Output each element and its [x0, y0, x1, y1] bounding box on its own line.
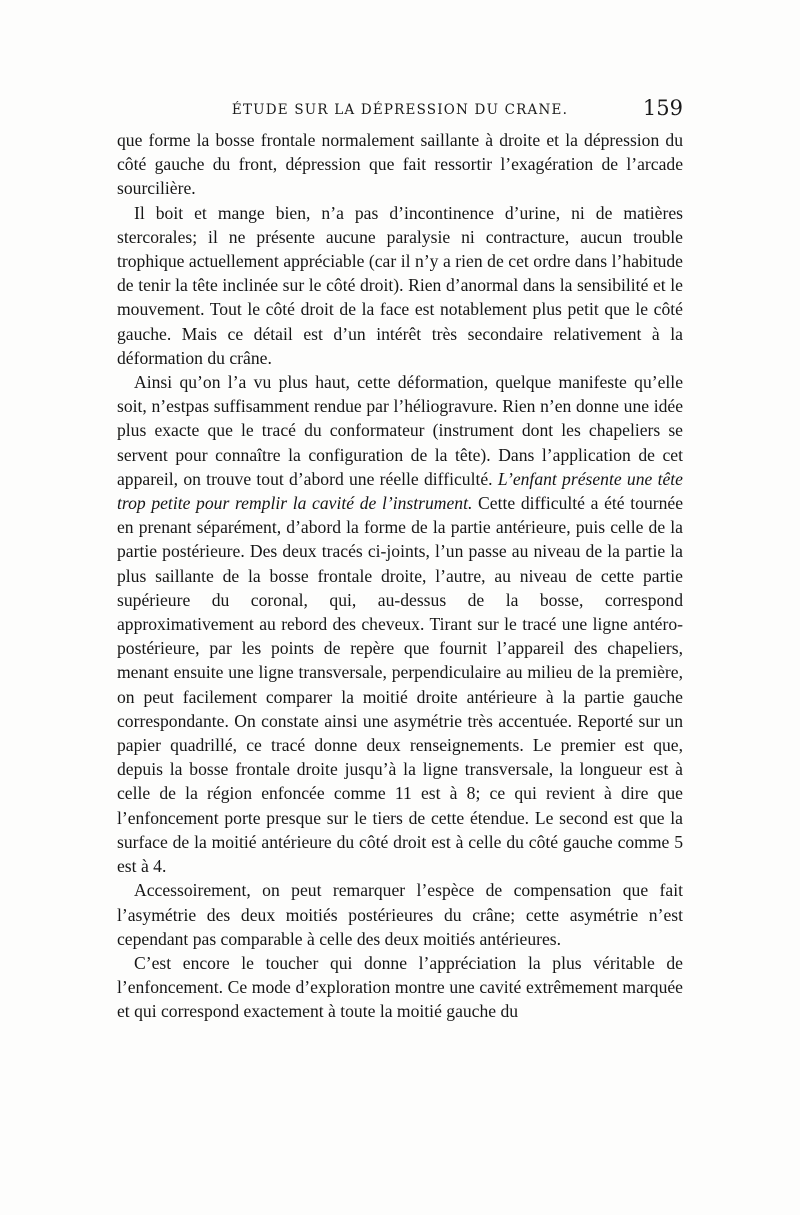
- paragraph-text: Cette difficulté a été tournée en prenant séparément, d’abord la forme de la partie antérieure, puis celle de la partie postérieure. Des deux tracés ci-joints, l’un passe au niveau de la partie la plus saillante de la bosse frontale droite, l’autre, au niveau de cette partie supérieure du coronal, qui, au-dessus de la bosse, correspond approximativement au rebord des cheveux. Tirant sur le tracé une ligne antéro-postérieure, par les points de repère que fournit l’appareil des chapeliers, menant ensuite une ligne transversale, perpendiculaire au milieu de la première, on peut facilement comparer la moitié droite antérieure à la partie gauche correspondante. On constate ainsi une asymétrie très accentuée. Reporté sur un papier quadrillé, ce tracé donne deux renseignements. Le premier est que, depuis la bosse frontale droite jusqu’à la ligne transversale, la longueur est à celle de la région enfoncée comme 11 est à 8; ce qui revient à dire que l’enfoncement porte presque sur le tiers de cette étendue. Le second est que la surface de la moitié antérieure du côté droit est à celle du côté gauche comme 5 est à 4.: [117, 493, 684, 877]
- paragraph-toucher: C’est encore le toucher qui donne l’appréciation la plus véritable de l’enfoncement. Ce mode d’exploration montre une cavité extrêmement marquée et qui correspond exactement à toute la moitié gauche du: [117, 952, 683, 1022]
- italic-quote: L’enfant présente une tête trop petite pour remplir la cavité de l’instrument.: [117, 468, 683, 514]
- paragraph-conformateur: [117, 370, 683, 878]
- paragraph-text: Ainsi qu’on l’a vu plus haut, cette déformation, quelque manifeste qu’elle soit, n’estpas suffisamment rendue par l’héliogravure. Rien n’en donne une idée plus exacte que le tracé du conformateur (instrument dont les chapeliers se servent pour connaître la configuration de la tête). Dans l’application de cet appareil, on trouve tout d’abord une réelle difficulté.: [117, 372, 683, 489]
- running-title: ÉTUDE SUR LA DÉPRESSION DU CRANE.: [231, 102, 569, 118]
- paragraph-continued: que forme la bosse frontale normalement saillante à droite et la dépression du côté gauche du front, dépression que fait ressortir l’exagération de l’arcade sourcilière.: [117, 130, 683, 199]
- paragraph-symptoms: Il boit et mange bien, n’a pas d’incontinence d’urine, ni de matières stercorales; il ne présente aucune paralysie ni contracture, aucun trouble trophique actuellement appréciable (car il n’y a rien de cet ordre dans l’habitude de tenir la tête inclinée sur le côté droit). Rien d’anormal dans la sensibilité et le mouvement. Tout le côté droit de la face est notablement plus petit que le côté gauche. Mais ce détail est d’un intérêt très secondaire relativement à la déformation du crâne.: [117, 202, 683, 368]
- paragraph-compensation: Accessoirement, on peut remarquer l’espèce de compensation que fait l’asymétrie des deux moitiés postérieures du crâne; cette asymétrie n’est cependant pas comparable à celle des deux moitiés antérieures.: [117, 880, 683, 949]
- body-text: [117, 128, 683, 1024]
- running-header: [117, 96, 683, 126]
- page-number: 159: [642, 96, 683, 120]
